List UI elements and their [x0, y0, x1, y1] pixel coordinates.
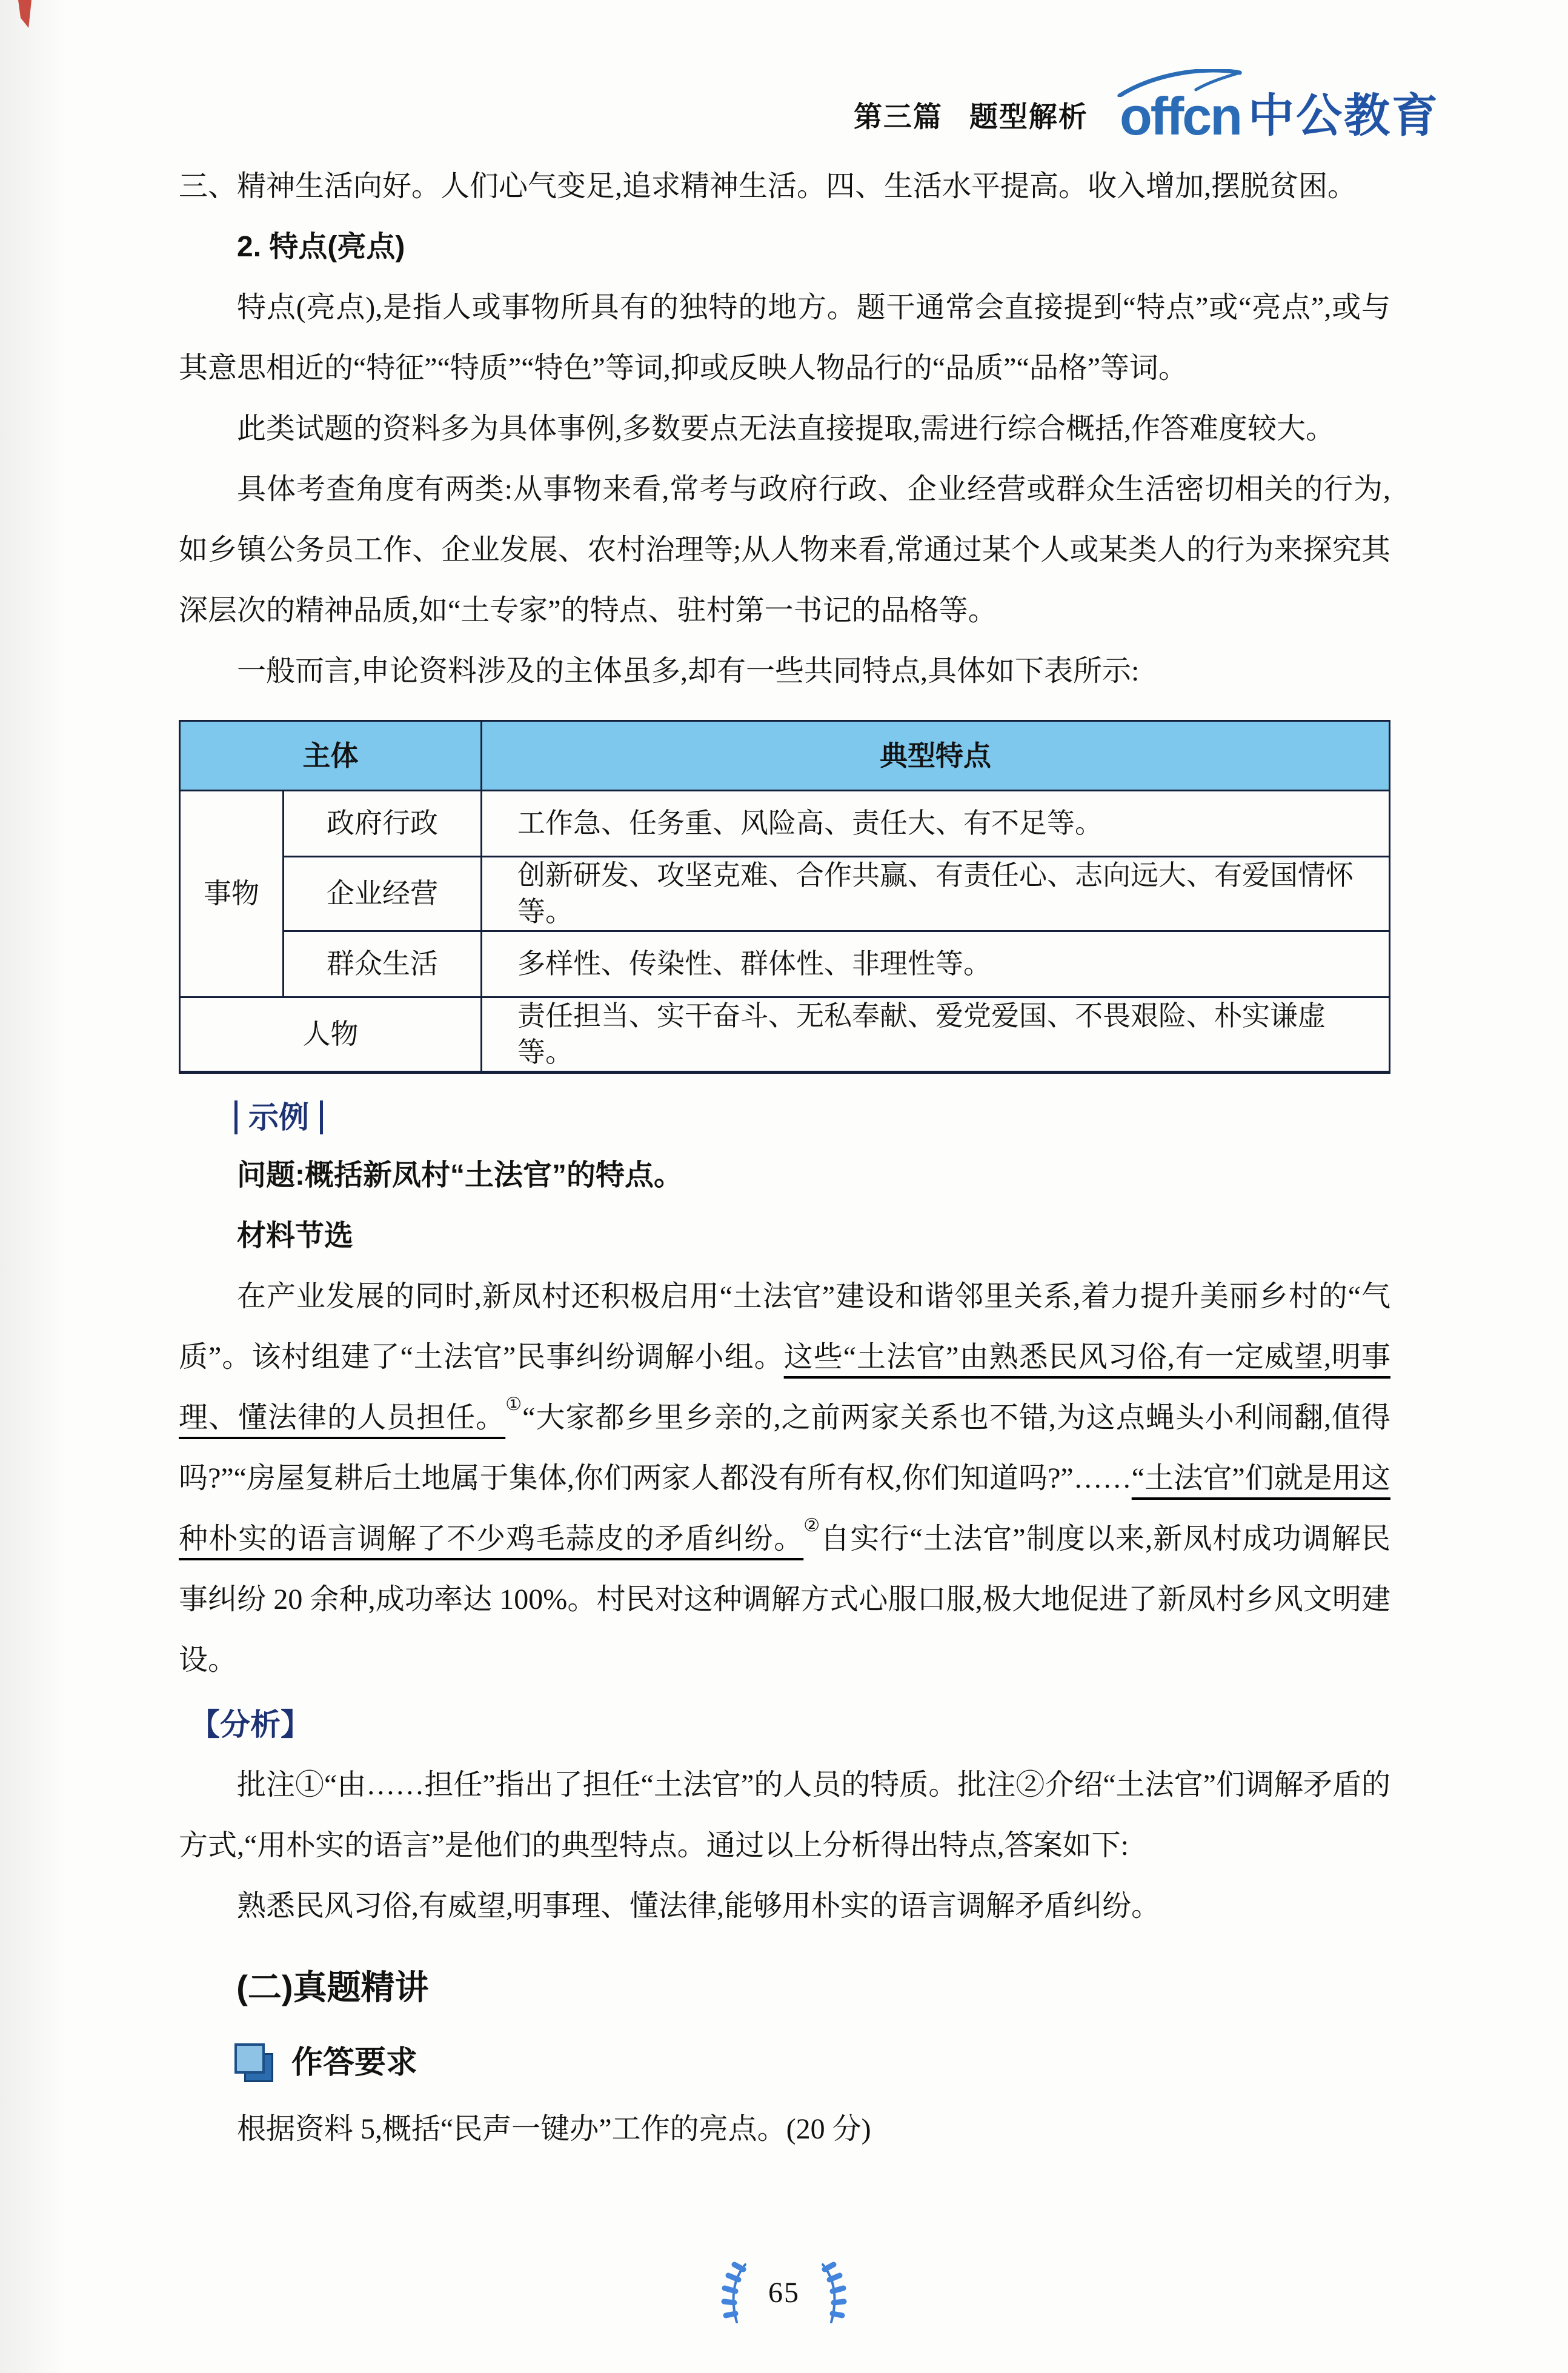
chapter-label: 第三篇	[853, 100, 943, 133]
material-underlined-segment: 这些“土法官”由熟悉民风习俗,有一定威望,明事理、懂法律的人员担任。	[179, 1341, 1390, 1434]
logo-swoosh-icon	[1116, 69, 1243, 97]
material-underlined-segment: “土法官”们就是用这种朴实的语言调解了不少鸡毛蒜皮的矛盾纠纷。	[179, 1462, 1390, 1555]
offcn-logo-wordmark	[1119, 86, 1241, 146]
tag-bar-left	[234, 1100, 238, 1134]
example-question: 问题:概括新凤村“土法官”的特点。	[237, 1159, 683, 1191]
material-segment: 自实行“土法官”制度以来,新凤村成功调解民事纠纷 20 余种,成功率达 100%。村民对这种调解方式心服口服,极大地促进了新凤村乡风文明建设。	[179, 1523, 1390, 1676]
table-row-person	[180, 997, 1390, 1073]
page-footer	[0, 2262, 1568, 2325]
table-row	[180, 857, 1390, 931]
subject-feature-table	[179, 720, 1390, 1074]
table-category: 群众生活	[284, 931, 482, 997]
paragraph-difficulty: 此类试题的资料多为具体事例,多数要点无法直接提取,需进行综合概括,作答难度较大。	[237, 413, 1335, 445]
example-tag	[234, 1100, 1390, 1134]
table-features: 工作急、任务重、风险高、责任大、有不足等。	[482, 791, 1390, 857]
table-header-feature: 典型特点	[482, 721, 1390, 791]
running-head	[854, 95, 1088, 139]
table-row	[180, 791, 1390, 857]
carryover-paragraph: 三、精神生活向好。人们心气变足,追求精神生活。四、生活水平提高。收入增加,摆脱贫困。	[179, 170, 1357, 202]
scan-edge-shadow	[0, 0, 67, 2373]
tag-bar-right	[320, 1100, 323, 1134]
table-category: 政府行政	[284, 791, 482, 857]
analysis-answer: 熟悉民风习俗,有威望,明事理、懂法律,能够用朴实的语言调解矛盾纠纷。	[237, 1890, 1161, 1922]
table-features: 责任担当、实干奋斗、无私奉献、爱党爱国、不畏艰险、朴实谦虚等。	[482, 997, 1390, 1073]
heading-feature: 2. 特点(亮点)	[237, 231, 405, 263]
logo-en-text: offcn	[1119, 86, 1241, 146]
table-header-subject: 主体	[180, 721, 482, 791]
table-features: 创新研发、攻坚克难、合作共赢、有责任心、志向远大、有爱国情怀等。	[482, 857, 1390, 931]
page-content	[179, 156, 1390, 2160]
material-label: 材料节选	[237, 1220, 354, 1252]
page-header	[853, 86, 1440, 146]
table-group-things: 事物	[180, 791, 284, 997]
annotation-mark-1: ①	[505, 1394, 523, 1414]
requirement-header	[234, 2043, 1390, 2082]
requirement-label: 作答要求	[291, 2045, 418, 2080]
table-header-row	[180, 721, 1390, 791]
example-tag-label: 示例	[248, 1100, 309, 1134]
table-row	[180, 931, 1390, 997]
material-paragraph	[179, 1266, 1390, 1691]
logo-cn-text: 中公教育	[1248, 90, 1440, 142]
laurel-left-icon	[720, 2262, 748, 2325]
annotation-mark-2: ②	[803, 1516, 821, 1536]
analysis-tag: 【分析】	[190, 1708, 311, 1742]
table-features: 多样性、传染性、群体性、非理性等。	[482, 931, 1390, 997]
paragraph-table-intro: 一般而言,申论资料涉及的主体虽多,却有一些共同特点,具体如下表所示:	[237, 655, 1140, 687]
table-category-person: 人物	[180, 997, 482, 1073]
analysis-body: 批注①“由……担任”指出了担任“土法官”的人员的特质。批注②介绍“土法官”们调解矛盾的方式,“用朴实的语言”是他们的典型特点。通过以上分析得出特点,答案如下:	[179, 1769, 1390, 1862]
exam-section-heading: (二)真题精讲	[236, 1968, 429, 2006]
paragraph-angles: 具体考查角度有两类:从事物来看,常考与政府行政、企业经营或群众生活密切相关的行为,如乡镇公务员工作、企业发展、农村治理等;从人物来看,常通过某个人或某类人的行为来探究其深层次的精神品质,如“土专家”的特点、驻村第一书记的品格等。	[179, 473, 1390, 627]
icon-front-square	[234, 2043, 265, 2074]
material-segment: 在产业发展的同时,新凤村还积极启用“土法官”建设和谐邻里关系,着力提升美丽乡村的“气质”。该村组建了“土法官”民事纠纷调解小组。	[179, 1280, 1390, 1373]
scan-red-artifact	[18, 0, 32, 28]
paragraph-definition: 特点(亮点),是指人或事物所具有的独特的地方。题干通常会直接提到“特点”或“亮点”,或与其意思相近的“特征”“特质”“特色”等词,抑或反映人物品行的“品质”“品格”等词。	[179, 291, 1390, 384]
section-label: 题型解析	[969, 100, 1088, 133]
page-number: 65	[768, 2277, 800, 2309]
table-category: 企业经营	[284, 857, 482, 931]
layered-squares-icon	[234, 2043, 273, 2082]
requirement-text: 根据资料 5,概括“民声一键办”工作的亮点。(20 分)	[237, 2113, 871, 2145]
offcn-logo	[1119, 86, 1440, 146]
material-segment: “大家都乡里乡亲的,之前两家关系也不错,为这点蝇头小利闹翻,值得吗?”“房屋复耕后土地属于集体,你们两家人都没有所有权,你们知道吗?”……	[179, 1402, 1390, 1494]
laurel-right-icon	[820, 2262, 848, 2325]
